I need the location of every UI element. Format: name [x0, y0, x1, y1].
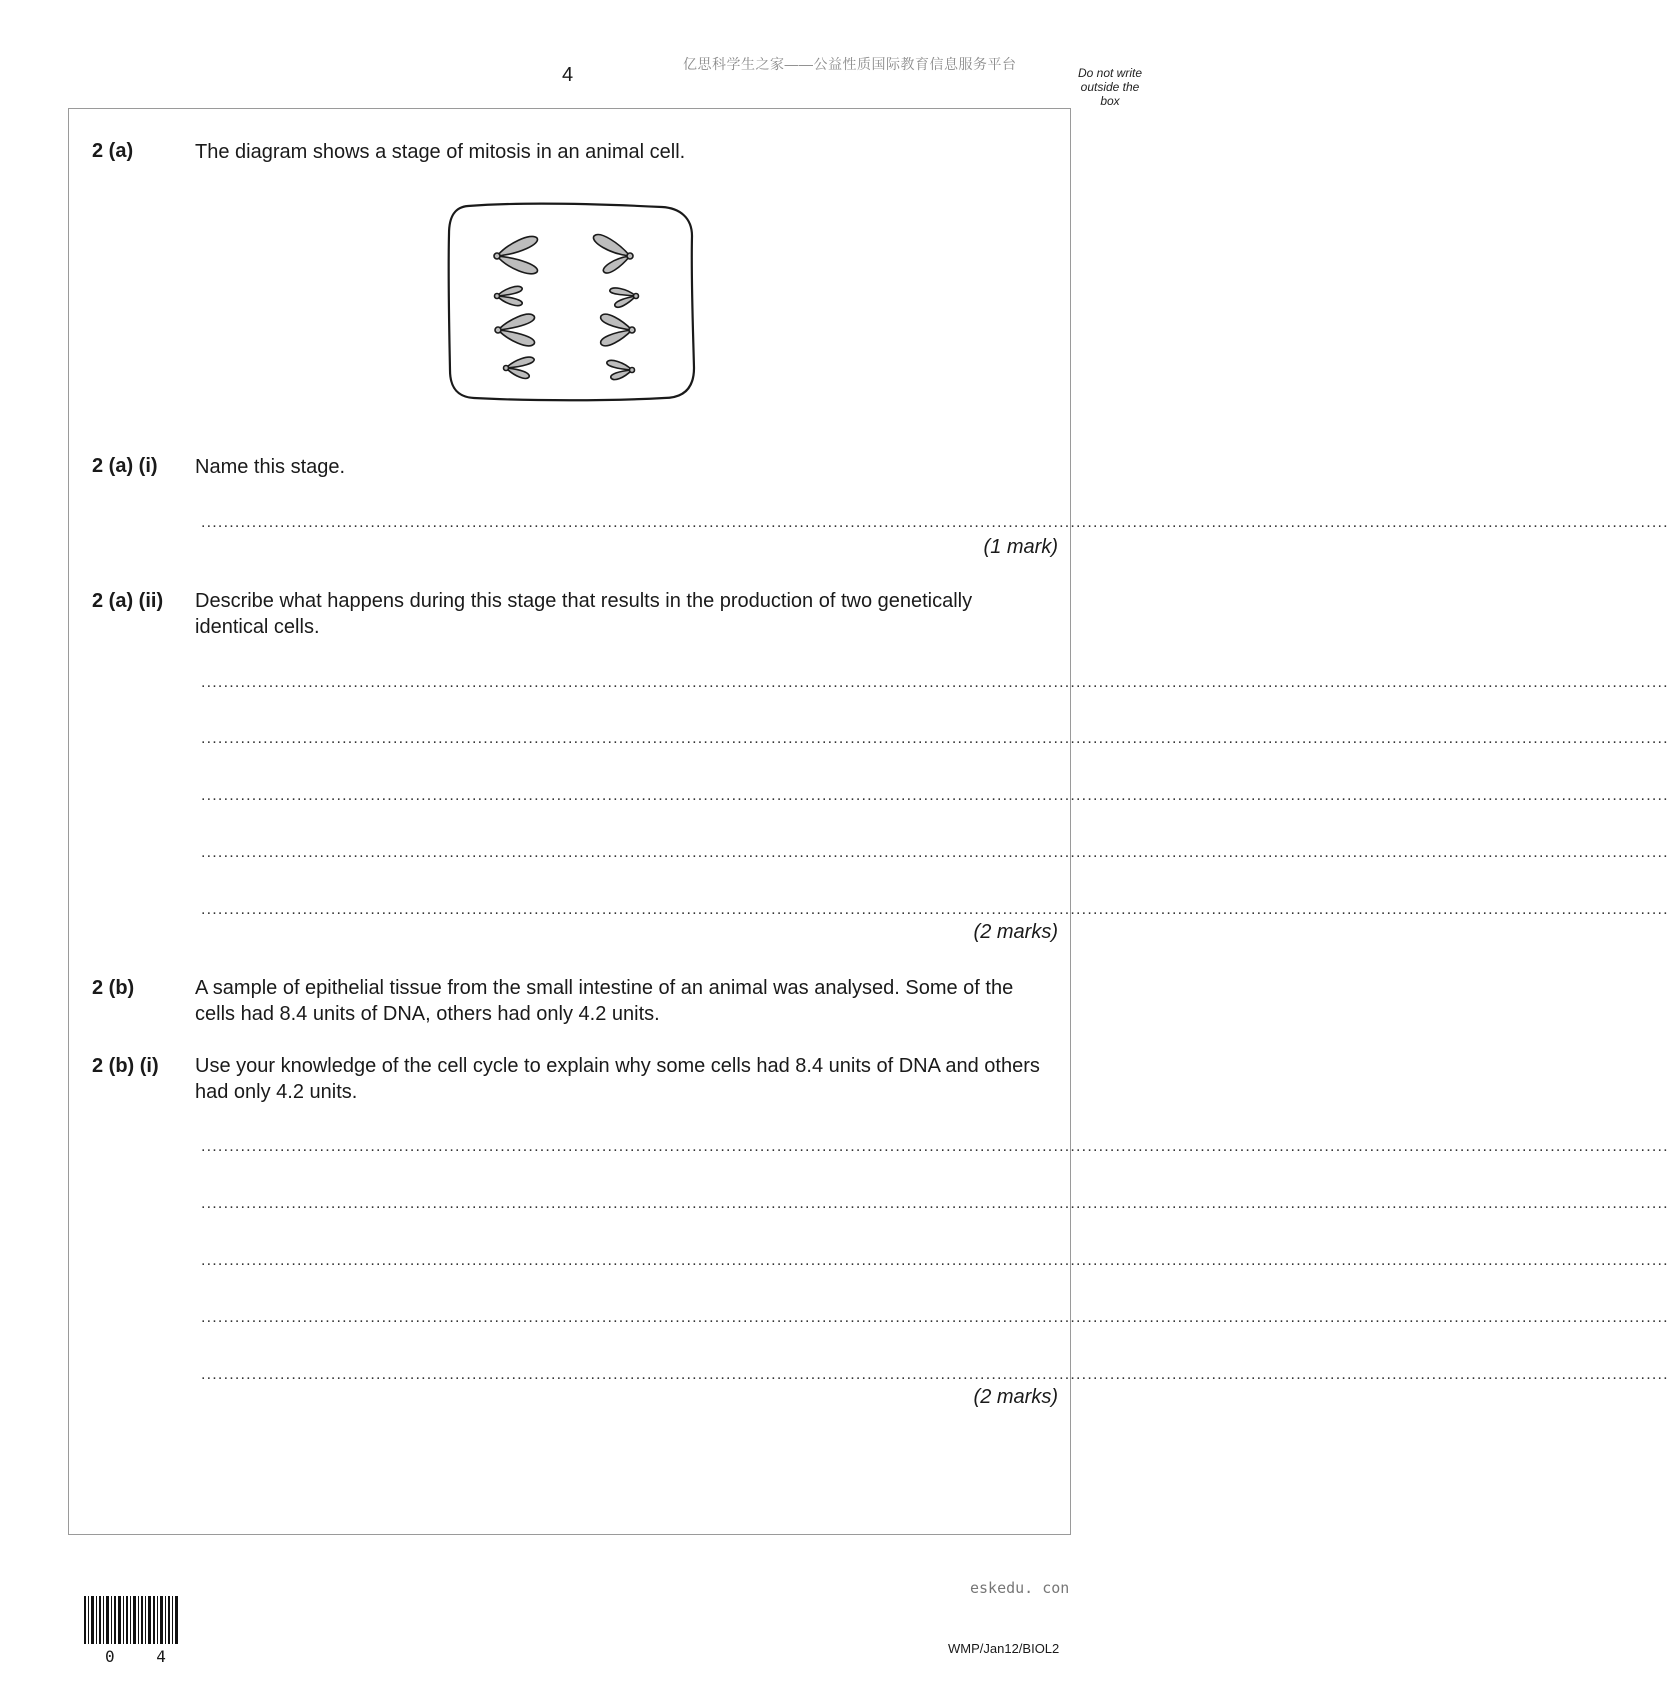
question-number: 2 (a) (i) — [92, 455, 158, 477]
cell-membrane-outline — [449, 204, 694, 400]
answer-line[interactable]: .................................................................................................................................................................................................................................................................... — [201, 844, 1669, 861]
answer-line[interactable]: .................................................................................................................................................................................................................................................................... — [201, 674, 1669, 691]
watermark-text: 亿思科学生之家——公益性质国际教育信息服务平台 — [683, 56, 1017, 72]
question-text: The diagram shows a stage of mitosis in an animal cell. — [195, 141, 686, 163]
chromosome — [610, 288, 639, 307]
answer-line[interactable]: .................................................................................................................................................................................................................................................................... — [201, 1252, 1669, 1269]
answer-line[interactable]: .................................................................................................................................................................................................................................................................... — [201, 730, 1669, 747]
chromosome — [494, 236, 537, 273]
chromosome — [504, 357, 535, 378]
question-text: Describe what happens during this stage that results in the production of two genetically identical cells. — [195, 590, 973, 638]
question-text: Name this stage. — [195, 456, 346, 478]
page-number: 4 — [562, 64, 574, 86]
chromosome — [495, 314, 535, 346]
chromosome — [607, 360, 635, 379]
marks-label: (1 mark) — [983, 536, 1058, 558]
barcode-icon — [84, 1596, 180, 1644]
margin-note-line: box — [1100, 94, 1120, 108]
chromosome — [495, 286, 523, 305]
question-text: Use your knowledge of the cell cycle to explain why some cells had 8.4 units of DNA and others had only 4.2 units. — [195, 1055, 1040, 1103]
answer-line[interactable]: .................................................................................................................................................................................................................................................................... — [201, 1309, 1669, 1326]
margin-note-line: Do not write — [1077, 66, 1143, 80]
site-watermark: eskedu. con — [970, 1579, 1070, 1597]
mitosis-cell-diagram — [440, 198, 700, 404]
paper-code: WMP/Jan12/BIOL2 — [948, 1641, 1060, 1656]
question-text: A sample of epithelial tissue from the small intestine of an animal was analysed. Some of the cells had 8.4 units of DNA, others had only 4.2 units. — [195, 977, 1014, 1025]
chromosome — [593, 235, 633, 273]
barcode-digits: 0 4 — [105, 1647, 182, 1666]
question-number: 2 (b) — [92, 977, 135, 999]
marks-label: (2 marks) — [973, 921, 1058, 943]
question-number: 2 (b) (i) — [92, 1055, 159, 1077]
answer-line[interactable]: .................................................................................................................................................................................................................................................................... — [201, 901, 1669, 918]
question-number: 2 (a) (ii) — [92, 590, 164, 612]
answer-line[interactable]: .................................................................................................................................................................................................................................................................... — [201, 787, 1669, 804]
answer-line[interactable]: .................................................................................................................................................................................................................................................................... — [201, 1138, 1669, 1155]
answer-line[interactable]: .................................................................................................................................................................................................................................................................... — [201, 1195, 1669, 1212]
margin-note — [1070, 66, 1150, 108]
marks-label: (2 marks) — [973, 1386, 1058, 1408]
chromosome — [601, 314, 635, 346]
question-number: 2 (a) — [92, 140, 134, 162]
answer-line[interactable]: .................................................................................................................................................................................................................................................................... — [201, 514, 1669, 531]
answer-line[interactable]: .................................................................................................................................................................................................................................................................... — [201, 1366, 1669, 1383]
margin-note-line: outside the — [1080, 80, 1140, 94]
